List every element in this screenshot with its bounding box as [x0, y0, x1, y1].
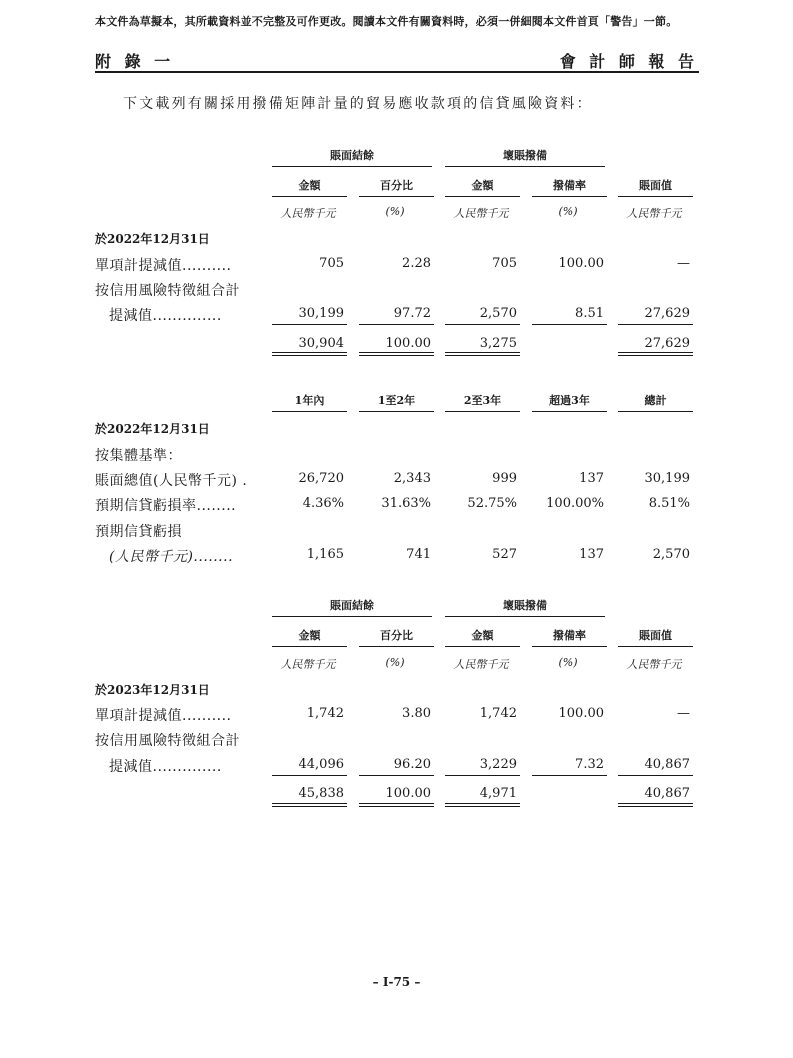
- table-cell: 97.72: [393, 306, 431, 321]
- table-cell: 2.28: [402, 256, 431, 271]
- subtotal-rule: [618, 324, 693, 325]
- subtotal-rule: [272, 324, 347, 325]
- table-cell: 44,096: [298, 757, 344, 772]
- unit-label: (%): [558, 205, 578, 218]
- unit-label: 人民幣千元: [280, 658, 336, 671]
- total-double-rule: [445, 803, 520, 807]
- table-cell: 96.20: [393, 757, 431, 772]
- total-cell: 100.00: [385, 336, 431, 351]
- total-cell: 4,971: [479, 786, 517, 801]
- row-label: 預期信貸虧損率........: [95, 498, 237, 514]
- table-cell: 1,165: [306, 547, 344, 562]
- table-cell: 2,343: [393, 471, 431, 486]
- column-header-1-to-2-years: 1至2年: [359, 392, 434, 412]
- subtotal-rule: [445, 775, 520, 776]
- table-cell: 26,720: [298, 471, 344, 486]
- total-cell: 30,904: [298, 336, 344, 351]
- subtotal-rule: [445, 324, 520, 325]
- table-cell: 2,570: [479, 306, 517, 321]
- total-double-rule: [618, 352, 693, 356]
- column-header-carrying-value: 賬面值: [618, 177, 693, 197]
- table-cell: —: [677, 256, 690, 271]
- appendix-title: 附 錄 一: [95, 52, 175, 71]
- total-double-rule: [272, 352, 347, 356]
- table-cell: 741: [406, 547, 431, 562]
- total-cell: 3,275: [479, 336, 517, 351]
- total-cell: 40,867: [644, 786, 690, 801]
- group-header-carrying-balance: 賬面結餘: [272, 597, 432, 617]
- total-cell: 45,838: [298, 786, 344, 801]
- table-cell: 8.51%: [648, 496, 690, 511]
- subtotal-rule: [359, 324, 434, 325]
- row-label: (人民幣千元)........: [109, 549, 234, 565]
- unit-label: (%): [558, 656, 578, 669]
- draft-disclaimer: 本文件為草擬本，其所載資料並不完整及可作更改。閱讀本文件有關資料時，必須一併細閱本文件首頁「警告」一節。: [95, 15, 678, 28]
- row-label: 提減值..............: [109, 759, 222, 775]
- column-header-provision-rate: 撥備率: [532, 627, 607, 647]
- report-title: 會 計 師 報 告: [559, 52, 698, 71]
- table-cell: 31.63%: [381, 496, 431, 511]
- row-label: 預期信貸虧損: [95, 524, 182, 540]
- group-header-bad-debt-provision: 壞賬撥備: [445, 147, 605, 167]
- section-date: 於2022年12月31日: [95, 232, 210, 246]
- section-date: 於2023年12月31日: [95, 683, 210, 697]
- section-date: 於2022年12月31日: [95, 422, 210, 436]
- table-cell: 705: [492, 256, 517, 271]
- total-double-rule: [445, 352, 520, 356]
- table-cell: 1,742: [479, 706, 517, 721]
- table-cell: 527: [492, 547, 517, 562]
- column-header-over-3-years: 超過3年: [532, 392, 607, 412]
- table-cell: 30,199: [298, 306, 344, 321]
- row-label: 按信用風險特徵組合計: [95, 283, 240, 299]
- subtotal-rule: [272, 775, 347, 776]
- table-cell: 8.51: [575, 306, 604, 321]
- unit-label: 人民幣千元: [626, 207, 682, 220]
- row-label: 提減值..............: [109, 308, 222, 324]
- table-cell: 40,867: [644, 757, 690, 772]
- row-label: 按信用風險特徵組合計: [95, 733, 240, 749]
- unit-label: 人民幣千元: [280, 207, 336, 220]
- table-cell: 3,229: [479, 757, 517, 772]
- column-header-2-to-3-years: 2至3年: [445, 392, 520, 412]
- table-cell: 52.75%: [467, 496, 517, 511]
- subtotal-rule: [359, 775, 434, 776]
- table-cell: 3.80: [402, 706, 431, 721]
- column-header-amount: 金額: [445, 627, 520, 647]
- table-cell: 100.00%: [546, 496, 604, 511]
- unit-label: 人民幣千元: [626, 658, 682, 671]
- column-header-amount: 金額: [445, 177, 520, 197]
- intro-paragraph: 下文載列有關採用撥備矩陣計量的貿易應收款項的信貸風險資料：: [123, 96, 593, 112]
- total-double-rule: [359, 352, 434, 356]
- unit-label: (%): [385, 656, 405, 669]
- column-header-amount: 金額: [272, 177, 347, 197]
- table-cell: 100.00: [558, 256, 604, 271]
- column-header-total: 總計: [618, 392, 693, 412]
- table-cell: 30,199: [644, 471, 690, 486]
- column-header-percentage: 百分比: [359, 627, 434, 647]
- row-label: 賬面總值(人民幣千元) .: [95, 473, 248, 489]
- table-cell: 27,629: [644, 306, 690, 321]
- table-cell: —: [677, 706, 690, 721]
- column-header-within-1-year: 1年內: [272, 392, 347, 412]
- total-cell: 100.00: [385, 786, 431, 801]
- unit-label: 人民幣千元: [453, 207, 509, 220]
- column-header-amount: 金額: [272, 627, 347, 647]
- column-header-provision-rate: 撥備率: [532, 177, 607, 197]
- subtotal-rule: [532, 775, 607, 776]
- total-cell: 27,629: [644, 336, 690, 351]
- subtotal-rule: [618, 775, 693, 776]
- table-cell: 1,742: [306, 706, 344, 721]
- table-cell: 137: [579, 471, 604, 486]
- column-header-carrying-value: 賬面值: [618, 627, 693, 647]
- table-cell: 2,570: [652, 547, 690, 562]
- table-cell: 4.36%: [302, 496, 344, 511]
- page-number: – I-75 –: [372, 975, 421, 989]
- group-header-carrying-balance: 賬面結餘: [272, 147, 432, 167]
- row-label: 單項計提減值..........: [95, 708, 232, 724]
- basis-label: 按集體基準：: [95, 448, 182, 464]
- total-double-rule: [618, 803, 693, 807]
- table-cell: 705: [319, 256, 344, 271]
- total-double-rule: [359, 803, 434, 807]
- group-header-bad-debt-provision: 壞賬撥備: [445, 597, 605, 617]
- total-double-rule: [272, 803, 347, 807]
- column-header-percentage: 百分比: [359, 177, 434, 197]
- table-cell: 100.00: [558, 706, 604, 721]
- row-label: 單項計提減值..........: [95, 258, 232, 274]
- subtotal-rule: [532, 324, 607, 325]
- unit-label: 人民幣千元: [453, 658, 509, 671]
- table-cell: 999: [492, 471, 517, 486]
- unit-label: (%): [385, 205, 405, 218]
- table-cell: 137: [579, 547, 604, 562]
- table-cell: 7.32: [575, 757, 604, 772]
- header-rule: [95, 71, 699, 73]
